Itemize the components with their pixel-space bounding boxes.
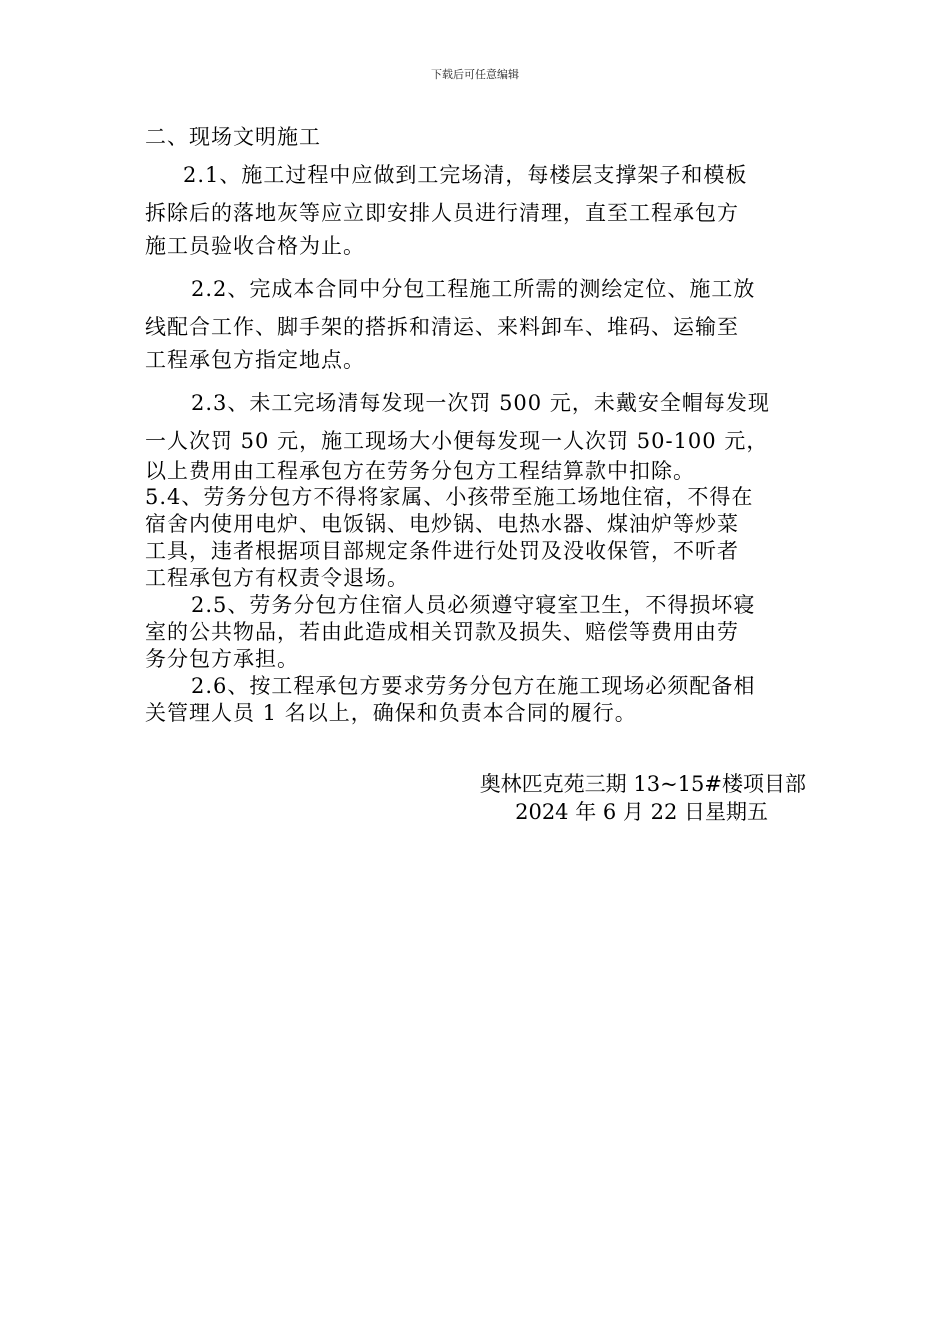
paragraph-line: 工程承包方指定地点。	[145, 348, 365, 372]
paragraph-2-5	[145, 592, 810, 673]
signature-date: 2024 年 6 月 22 日星期五	[515, 800, 768, 824]
signature-block	[476, 770, 806, 826]
paragraph-line: 关管理人员 1 名以上，确保和负责本合同的履行。	[145, 701, 637, 725]
paragraph-line: 拆除后的落地灰等应立即安排人员进行清理，直至工程承包方	[145, 201, 739, 225]
paragraph-line: 工具，违者根据项目部规定条件进行处罚及没收保管，不听者	[145, 539, 739, 563]
paragraph-5-4	[145, 484, 810, 592]
paragraph-2-3	[145, 384, 810, 482]
page-header-note: 下载后可任意编辑	[431, 68, 519, 81]
paragraph-line: 2.2、完成本合同中分包工程施工所需的测绘定位、施工放	[191, 277, 756, 301]
paragraph-2-2	[145, 270, 810, 374]
paragraph-line: 务分包方承担。	[145, 647, 299, 671]
paragraph-line: 宿舍内使用电炉、电饭锅、电炒锅、电热水器、煤油炉等炒菜	[145, 512, 739, 536]
paragraph-line: 2.1、施工过程中应做到工完场清，每楼层支撑架子和模板	[183, 163, 748, 187]
paragraph-line: 2.3、未工完场清每发现一次罚 500 元，未戴安全帽每发现	[191, 391, 770, 415]
paragraph-line: 室的公共物品，若由此造成相关罚款及损失、赔偿等费用由劳	[145, 620, 739, 644]
paragraph-line: 以上费用由工程承包方在劳务分包方工程结算款中扣除。	[145, 460, 695, 482]
paragraph-line: 5.4、劳务分包方不得将家属、小孩带至施工场地住宿，不得在	[145, 485, 754, 509]
paragraph-2-1	[145, 156, 810, 260]
paragraph-line: 2.6、按工程承包方要求劳务分包方在施工现场必须配备相	[191, 674, 756, 698]
paragraph-line: 2.5、劳务分包方住宿人员必须遵守寝室卫生，不得损坏寝	[191, 593, 756, 617]
paragraph-line: 一人次罚 50 元，施工现场大小便每发现一人次罚 50-100 元，	[145, 429, 769, 453]
paragraph-2-6	[145, 673, 810, 727]
paragraph-line: 施工员验收合格为止。	[145, 234, 365, 258]
section-title: 二、现场文明施工	[145, 125, 321, 149]
signature-organization: 奥林匹克苑三期 13~15#楼项目部	[479, 772, 806, 796]
document-body	[145, 122, 810, 727]
paragraph-line: 线配合工作、脚手架的搭拆和清运、来料卸车、堆码、运输至	[145, 315, 739, 339]
paragraph-line: 工程承包方有权责令退场。	[145, 566, 409, 590]
